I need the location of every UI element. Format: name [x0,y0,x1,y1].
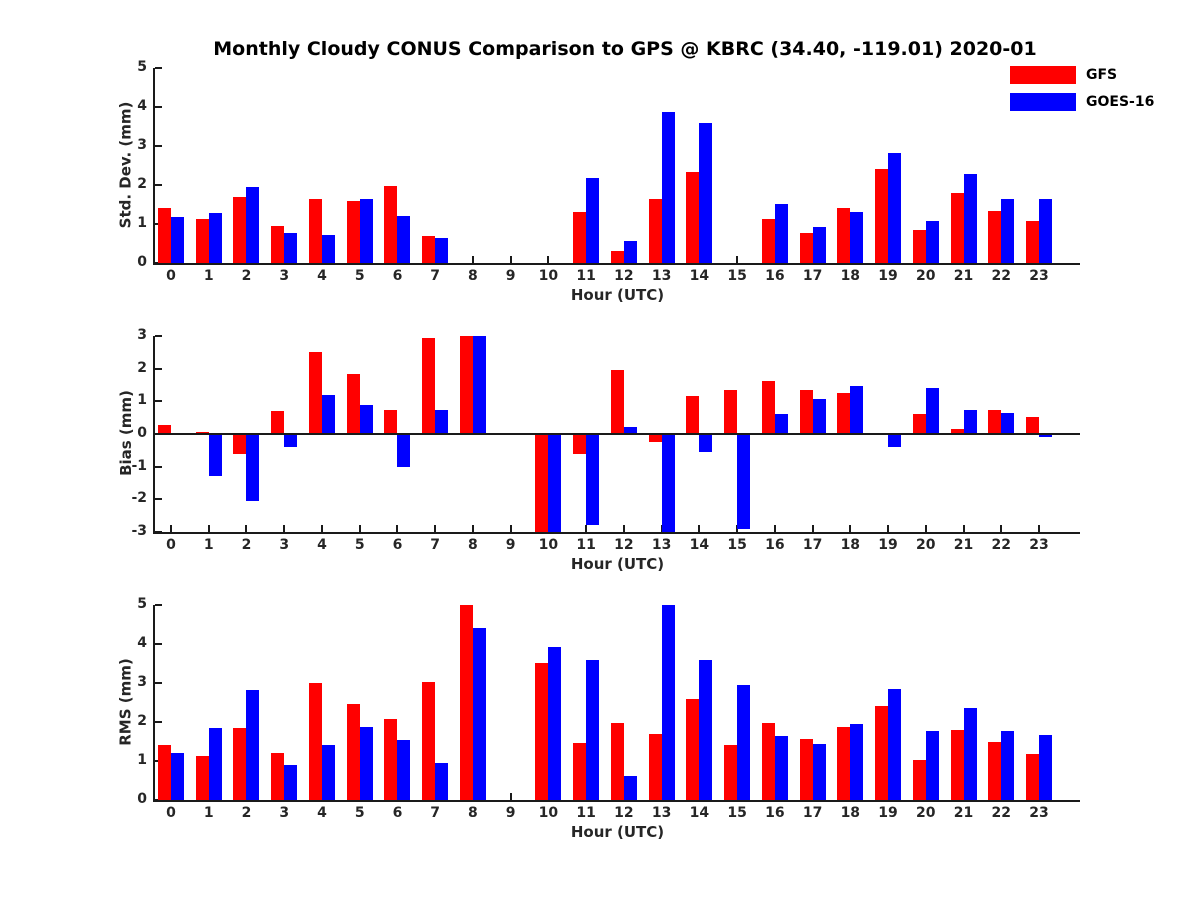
x-tick-label: 23 [1029,268,1049,284]
y-axis-label-rms: RMS (mm) [116,658,135,746]
bar-gfs-h11 [573,434,586,454]
x-tick [623,525,625,532]
x-tick-label: 22 [991,268,1011,284]
bar-goes16-h11 [586,434,599,525]
y-tick-label: -2 [131,490,147,507]
bar-goes16-h14 [699,434,712,452]
y-tick-label: 0 [137,254,147,270]
bar-goes16-h21 [964,410,977,435]
x-tick-label: 11 [576,537,596,553]
legend-swatch-gfs [1010,66,1076,84]
x-tick-label: 6 [392,268,403,284]
bar-goes16-h2 [246,690,259,800]
y-tick-label: 1 [137,392,147,409]
x-tick-label: 20 [916,805,936,821]
bar-goes16-h22 [1001,413,1014,434]
x-tick [1038,525,1040,532]
x-tick [472,525,474,532]
bar-goes16-h7 [435,763,448,800]
x-tick-label: 0 [166,537,176,553]
bar-goes16-h14 [699,123,712,263]
x-tick-label: 8 [468,268,478,284]
bar-goes16-h4 [322,745,335,800]
bar-goes16-h6 [397,216,410,263]
x-tick-label: 19 [878,268,898,284]
x-axis-label-bias: Hour (UTC) [570,555,665,573]
bar-gfs-h23 [1026,754,1039,800]
x-tick-label: 14 [689,537,710,553]
bar-goes16-h3 [284,765,297,800]
x-tick-label: 9 [505,805,516,821]
bar-gfs-h3 [271,226,284,263]
bar-gfs-h13 [649,199,662,263]
bar-goes16-h11 [586,660,599,800]
bar-goes16-h17 [813,399,826,434]
bar-goes16-h0 [171,217,184,263]
x-tick-label: 19 [878,537,898,553]
bar-gfs-h5 [347,704,360,800]
bar-goes16-h19 [888,434,901,447]
x-tick-label: 5 [354,805,365,821]
y-tick-label: 2 [137,359,147,376]
x-tick [396,525,398,532]
bar-goes16-h21 [964,708,977,800]
x-tick [585,525,587,532]
y-tick-label: 0 [137,425,147,441]
bar-goes16-h1 [209,434,222,476]
bar-gfs-h1 [196,219,209,263]
bar-goes16-h10 [548,647,561,800]
x-tick-label: 21 [953,537,974,553]
bar-goes16-h20 [926,221,939,263]
y-tick-label: 3 [137,137,147,153]
x-tick [1000,525,1002,532]
bar-gfs-h16 [762,381,775,434]
x-tick-label: 4 [317,805,327,821]
bar-gfs-h19 [875,706,888,800]
x-tick [208,525,210,532]
x-tick-label: 14 [689,268,710,284]
bar-goes16-h5 [360,405,373,434]
x-tick-label: 16 [765,268,785,284]
y-tick-label: 4 [137,98,147,114]
x-tick-label: 0 [166,268,176,284]
chart-title: Monthly Cloudy CONUS Comparison to GPS @ KBRC (34.40, -119.01) 2020-01 [213,38,1037,60]
x-tick [321,525,323,532]
x-tick-label: 8 [468,537,478,553]
bar-goes16-h18 [850,386,863,434]
y-tick-label: 4 [137,635,147,651]
bar-goes16-h6 [397,740,410,800]
bar-goes16-h19 [888,153,901,263]
bar-gfs-h11 [573,212,586,263]
x-tick-label: 12 [614,268,634,284]
bar-gfs-h16 [762,219,775,263]
bar-goes16-h7 [435,238,448,263]
x-tick [434,525,436,532]
y-tick-label: 1 [137,752,147,768]
x-tick-label: 23 [1029,805,1049,821]
x-tick-label: 4 [317,268,327,284]
bar-goes16-h13 [662,605,675,800]
bar-gfs-h15 [724,745,737,800]
bar-gfs-h8 [460,336,473,434]
y-axis-spine [153,336,155,534]
x-axis-spine [153,263,1080,265]
x-tick-label: 20 [916,268,936,284]
bar-goes16-h1 [209,213,222,263]
x-tick-label: 12 [614,537,634,553]
x-tick-label: 10 [538,805,559,821]
bar-goes16-h11 [586,178,599,263]
bar-gfs-h10 [535,663,548,800]
bar-gfs-h12 [611,251,624,263]
x-tick-label: 1 [203,268,214,284]
x-tick-label: 16 [765,805,785,821]
x-axis-spine [153,800,1080,802]
zero-line [155,433,1080,435]
x-tick-label: 7 [430,805,441,821]
bar-gfs-h19 [875,169,888,263]
bar-gfs-h23 [1026,221,1039,263]
x-tick-label: 14 [689,805,710,821]
x-tick [510,256,512,263]
y-tick [155,466,162,468]
x-axis-label-rms: Hour (UTC) [570,823,665,841]
x-axis-label-stddev: Hour (UTC) [570,286,665,304]
x-tick [698,525,700,532]
bar-goes16-h8 [473,336,486,434]
x-tick-label: 2 [241,537,252,553]
x-tick-label: 18 [840,268,861,284]
bar-gfs-h14 [686,172,699,263]
x-tick-label: 3 [279,805,290,821]
y-tick-label: 5 [137,596,147,612]
bar-goes16-h8 [473,628,486,800]
bar-goes16-h20 [926,388,939,434]
bar-gfs-h12 [611,370,624,434]
bar-gfs-h3 [271,753,284,800]
y-tick [155,184,162,186]
x-tick-label: 3 [279,537,290,553]
bar-goes16-h22 [1001,731,1014,800]
bar-gfs-h6 [384,410,397,434]
y-tick-label: 1 [137,215,147,231]
bar-gfs-h20 [913,760,926,800]
bar-gfs-h17 [800,390,813,434]
bar-gfs-h22 [988,742,1001,800]
bar-gfs-h0 [158,745,171,800]
x-tick-label: 22 [991,537,1011,553]
bar-gfs-h10 [535,434,548,532]
bar-goes16-h2 [246,434,259,501]
x-tick-label: 16 [765,537,785,553]
y-tick [155,400,162,402]
y-tick-label: 0 [137,791,147,807]
y-tick [155,604,162,606]
bar-gfs-h22 [988,211,1001,263]
bar-gfs-h12 [611,723,624,800]
bar-goes16-h13 [662,434,675,532]
bar-gfs-h6 [384,186,397,263]
bar-goes16-h21 [964,174,977,263]
bar-goes16-h2 [246,187,259,263]
x-tick-label: 5 [354,268,365,284]
x-tick [245,525,247,532]
bar-goes16-h16 [775,736,788,800]
bar-goes16-h13 [662,112,675,263]
y-tick-label: 2 [137,176,147,192]
x-tick [283,525,285,532]
y-tick [155,721,162,723]
bar-gfs-h23 [1026,417,1039,434]
bar-goes16-h23 [1039,199,1052,263]
x-axis-spine [153,532,1080,534]
x-tick-label: 7 [430,537,441,553]
bar-goes16-h16 [775,204,788,263]
y-tick-label: 2 [137,713,147,729]
bar-goes16-h7 [435,410,448,434]
bar-gfs-h21 [951,193,964,263]
x-tick-label: 17 [802,805,823,821]
bar-gfs-h15 [724,390,737,434]
x-tick-label: 9 [505,537,516,553]
x-tick-label: 0 [166,805,176,821]
bar-gfs-h13 [649,434,662,442]
x-tick-label: 13 [651,268,672,284]
bar-goes16-h0 [171,753,184,800]
y-tick [155,145,162,147]
y-tick-label: 5 [137,59,147,75]
x-tick [472,256,474,263]
bar-gfs-h1 [196,756,209,800]
bar-goes16-h22 [1001,199,1014,263]
x-tick-label: 12 [614,805,634,821]
bar-goes16-h19 [888,689,901,800]
bar-gfs-h14 [686,396,699,434]
x-tick-label: 15 [727,805,747,821]
bar-gfs-h22 [988,410,1001,435]
x-tick-label: 3 [279,268,290,284]
bar-gfs-h5 [347,374,360,434]
x-tick [547,256,549,263]
x-tick-label: 17 [802,537,823,553]
bar-gfs-h20 [913,230,926,263]
x-tick [774,525,776,532]
bar-goes16-h16 [775,414,788,434]
x-tick [170,525,172,532]
legend-label-goes16: GOES-16 [1086,94,1155,110]
x-tick-label: 2 [241,805,252,821]
bar-goes16-h5 [360,199,373,263]
y-axis-label-stddev: Std. Dev. (mm) [116,101,135,229]
x-tick-label: 21 [953,268,974,284]
bar-gfs-h4 [309,199,322,263]
x-tick-label: 21 [953,805,974,821]
y-axis-spine [153,605,155,802]
x-tick-label: 20 [916,537,936,553]
bar-goes16-h12 [624,241,637,263]
x-tick-label: 13 [651,805,672,821]
bar-gfs-h7 [422,236,435,263]
bar-goes16-h3 [284,434,297,447]
legend-swatch-goes16 [1010,93,1076,111]
bar-gfs-h3 [271,411,284,434]
y-axis-label-bias: Bias (mm) [117,390,135,476]
bar-gfs-h7 [422,682,435,800]
y-tick [155,335,162,337]
x-tick [925,525,927,532]
bar-gfs-h18 [837,393,850,434]
bar-gfs-h17 [800,739,813,800]
bar-gfs-h17 [800,233,813,263]
x-tick-label: 17 [802,268,823,284]
x-tick [887,525,889,532]
bar-gfs-h16 [762,723,775,800]
bar-goes16-h4 [322,235,335,263]
x-tick-label: 9 [505,268,516,284]
bar-goes16-h4 [322,395,335,434]
bar-goes16-h18 [850,212,863,263]
bar-goes16-h3 [284,233,297,263]
x-tick [812,525,814,532]
bar-gfs-h8 [460,605,473,800]
x-tick-label: 11 [576,805,596,821]
bar-gfs-h0 [158,208,171,263]
x-tick-label: 2 [241,268,252,284]
x-tick-label: 1 [203,537,214,553]
x-tick-label: 22 [991,805,1011,821]
bar-gfs-h2 [233,197,246,263]
bar-gfs-h18 [837,727,850,800]
x-tick-label: 1 [203,805,214,821]
y-tick [155,67,162,69]
bar-gfs-h21 [951,730,964,800]
x-tick [849,525,851,532]
bar-gfs-h2 [233,434,246,454]
x-tick [359,525,361,532]
bar-gfs-h4 [309,352,322,434]
bar-goes16-h12 [624,776,637,800]
bar-gfs-h14 [686,699,699,800]
bar-gfs-h4 [309,683,322,800]
x-tick-label: 10 [538,537,559,553]
y-tick [155,643,162,645]
bar-goes16-h5 [360,727,373,800]
x-tick-label: 4 [317,537,327,553]
x-tick-label: 8 [468,805,478,821]
x-tick-label: 6 [392,805,403,821]
y-tick-label: 3 [137,327,147,343]
x-tick [736,256,738,263]
x-tick-label: 23 [1029,537,1049,553]
bar-goes16-h20 [926,731,939,800]
x-tick-label: 11 [576,268,596,284]
y-tick [155,106,162,108]
bar-gfs-h5 [347,201,360,263]
y-tick-label: -3 [131,523,147,539]
bar-gfs-h18 [837,208,850,263]
y-axis-spine [153,68,155,265]
bar-gfs-h13 [649,734,662,800]
bar-gfs-h2 [233,728,246,800]
bar-goes16-h17 [813,744,826,800]
bar-goes16-h18 [850,724,863,800]
bar-gfs-h6 [384,719,397,800]
bar-goes16-h17 [813,227,826,263]
x-tick [963,525,965,532]
x-tick-label: 15 [727,537,747,553]
bar-goes16-h15 [737,685,750,800]
y-tick [155,682,162,684]
x-tick-label: 15 [727,268,747,284]
bar-goes16-h23 [1039,735,1052,800]
x-tick-label: 6 [392,537,403,553]
x-tick-label: 5 [354,537,365,553]
bar-goes16-h1 [209,728,222,800]
bar-gfs-h7 [422,338,435,434]
x-tick-label: 10 [538,268,559,284]
y-tick-label: -1 [131,457,147,474]
x-tick-label: 18 [840,805,861,821]
bar-goes16-h6 [397,434,410,467]
bar-goes16-h10 [548,434,561,532]
legend-label-gfs: GFS [1086,67,1118,83]
y-tick-label: 3 [137,674,147,690]
x-tick [510,525,512,532]
x-tick-label: 19 [878,805,898,821]
x-tick [510,793,512,800]
bar-goes16-h15 [737,434,750,529]
bar-gfs-h20 [913,414,926,434]
x-tick-label: 18 [840,537,861,553]
x-tick-label: 7 [430,268,441,284]
y-tick [155,368,162,370]
y-tick [155,498,162,500]
bar-goes16-h14 [699,660,712,800]
bar-gfs-h11 [573,743,586,800]
x-tick-label: 13 [651,537,672,553]
